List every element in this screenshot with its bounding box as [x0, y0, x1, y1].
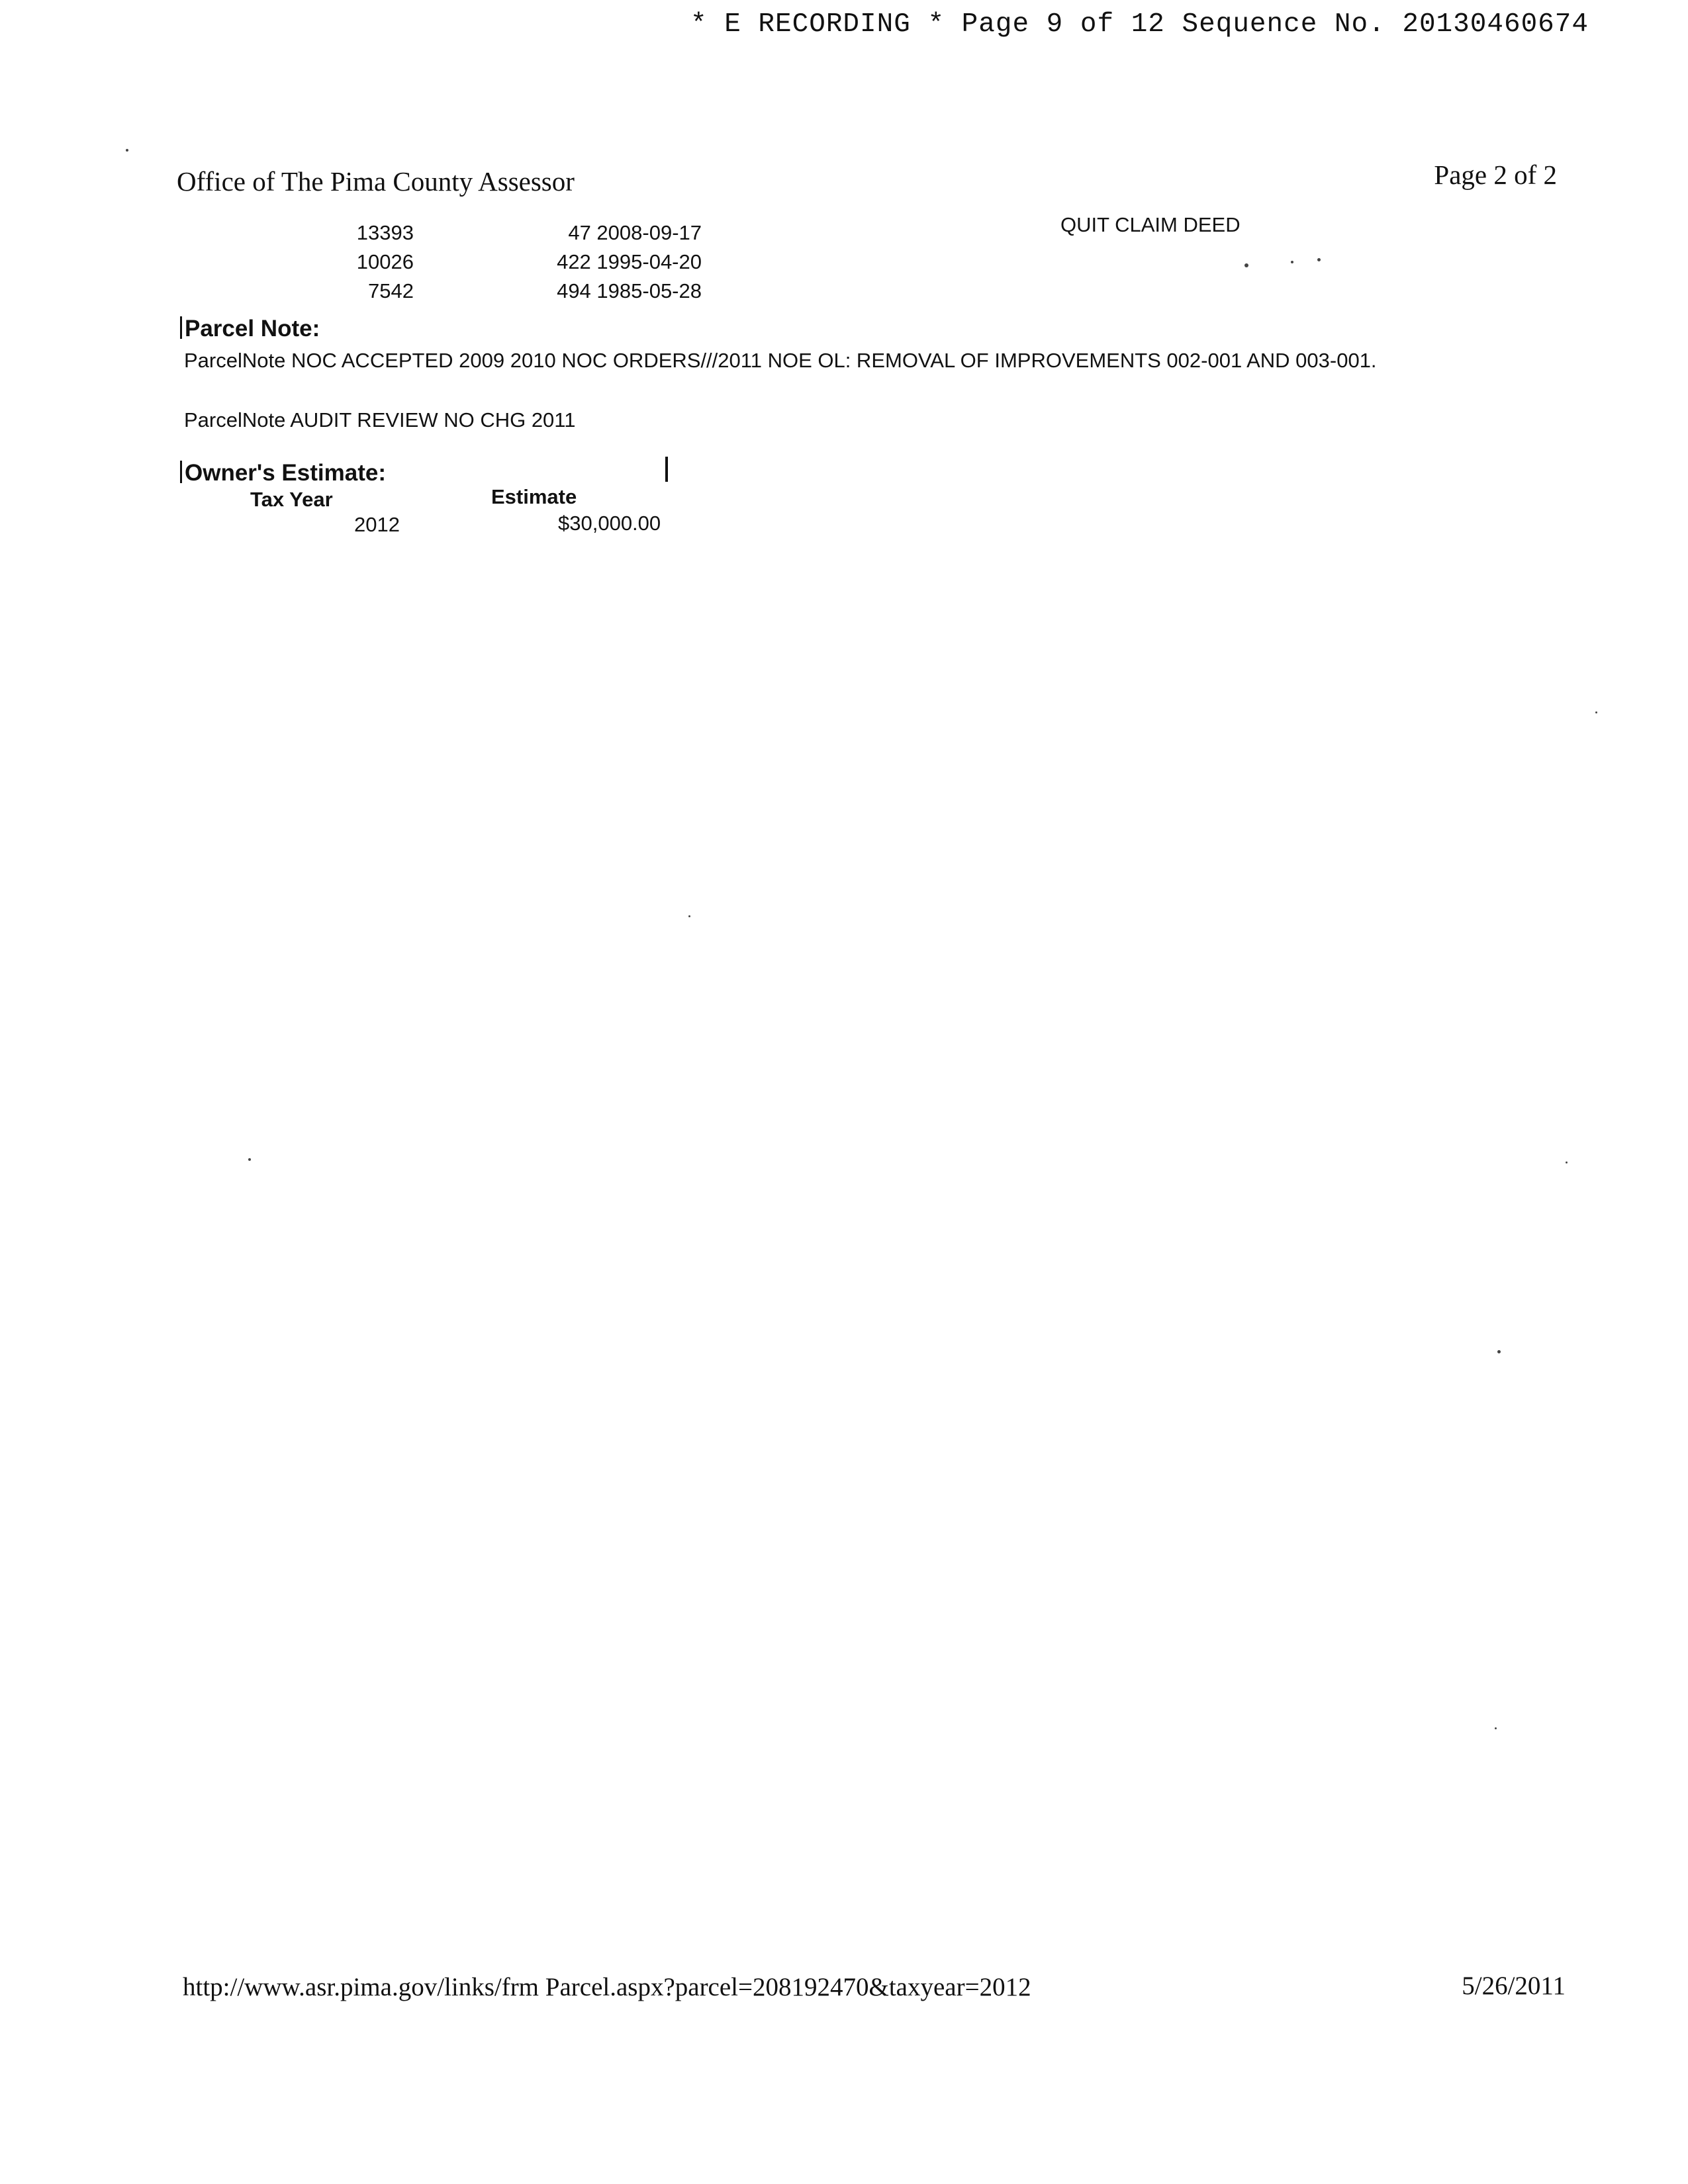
recording-docket: 10026 [356, 250, 414, 273]
parcel-note-heading [180, 316, 320, 342]
scan-speck [688, 915, 690, 917]
scan-speck [1244, 263, 1248, 267]
scan-speck [126, 149, 128, 152]
section-bar [180, 461, 182, 483]
recording-docket-column [331, 218, 414, 306]
tax-year-value: 2012 [354, 513, 400, 536]
owners-estimate-heading [180, 460, 386, 486]
section-bar [180, 316, 182, 339]
page-number: Page 2 of 2 [1434, 159, 1557, 190]
parcel-note-item: ParcelNote NOC ACCEPTED 2009 2010 NOC ORDERS///2011 NOE OL: REMOVAL OF IMPROVEMENTS 002-001 AND 003-001. [184, 349, 1377, 372]
scan-speck [1566, 1161, 1568, 1163]
recording-docket: 13393 [356, 221, 414, 244]
scan-speck [248, 1158, 251, 1161]
column-divider [665, 457, 668, 482]
deed-type: QUIT CLAIM DEED [1060, 213, 1241, 236]
recording-page-date: 47 2008-09-17 [568, 221, 702, 244]
recording-docket: 7542 [368, 279, 414, 302]
scan-speck [1495, 1727, 1497, 1729]
scan-speck [1497, 1350, 1501, 1353]
estimate-header: Estimate [491, 485, 577, 508]
recording-page-date: 422 1995-04-20 [557, 250, 702, 273]
scan-speck [1317, 258, 1321, 261]
estimate-value: $30,000.00 [558, 512, 661, 535]
parcel-note-heading-text: Parcel Note: [185, 316, 320, 341]
recording-stamp: * E RECORDING * Page 9 of 12 Sequence No. 20130460674 [690, 9, 1589, 40]
footer-url: http://www.asr.pima.gov/links/frm Parcel.aspx?parcel=208192470&taxyear=2012 [183, 1973, 1031, 2001]
scan-speck [1291, 261, 1293, 263]
tax-year-header: Tax Year [250, 488, 333, 511]
recording-page-date-column [503, 218, 702, 306]
scan-speck [1595, 711, 1597, 713]
owners-estimate-heading-text: Owner's Estimate: [185, 460, 386, 486]
footer-date: 5/26/2011 [1462, 1972, 1566, 2000]
parcel-note-item: ParcelNote AUDIT REVIEW NO CHG 2011 [184, 408, 576, 432]
recording-page-date: 494 1985-05-28 [557, 279, 702, 302]
office-title: Office of The Pima County Assessor [177, 166, 575, 197]
